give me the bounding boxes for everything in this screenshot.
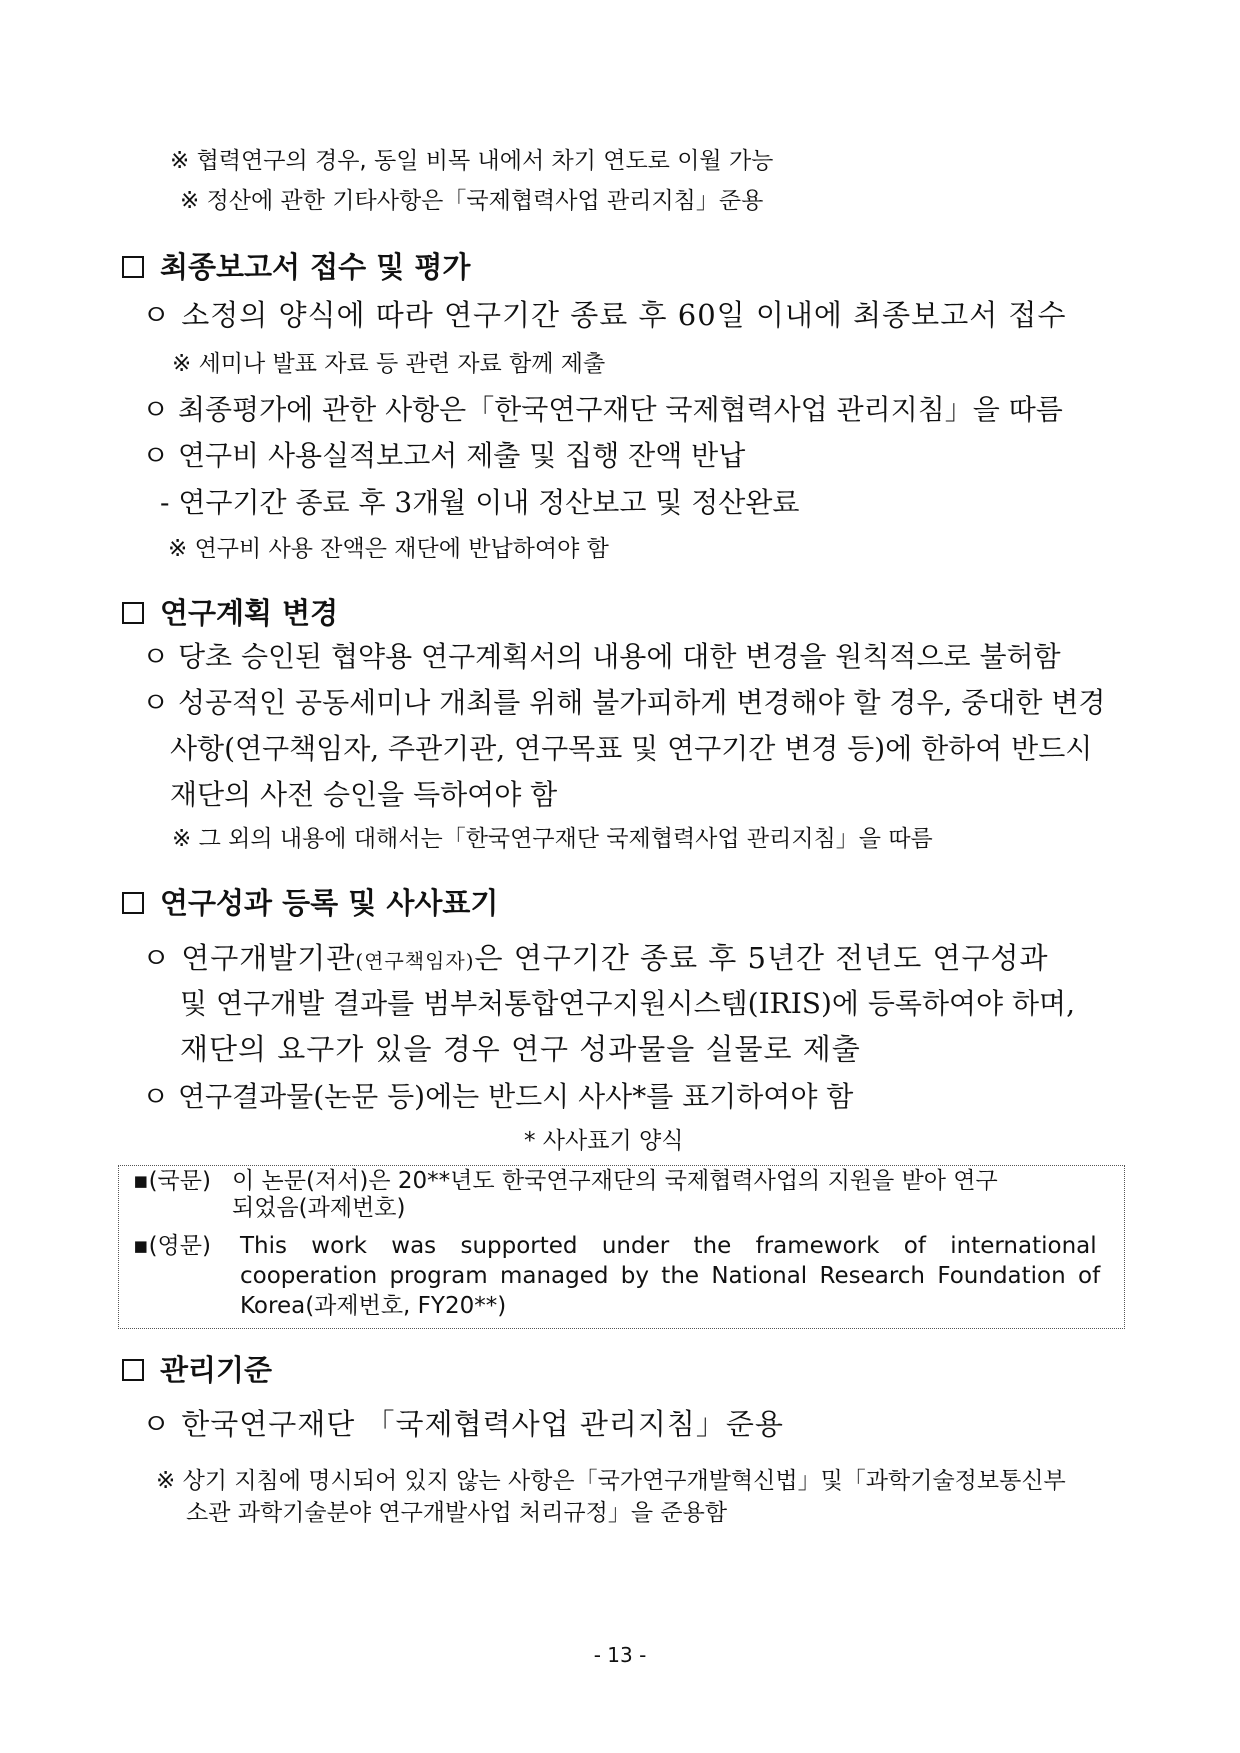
- list-item: ㅇ 한국연구재단 「국제협력사업 관리지침」준용: [142, 1407, 784, 1441]
- ack-english-line-3: Korea(과제번호, FY20**): [240, 1293, 507, 1319]
- ack-english-line-1: This work was supported under the framework of international: [240, 1233, 1097, 1259]
- list-item: ㅇ 연구비 사용실적보고서 제출 및 집행 잔액 반납: [142, 439, 746, 472]
- ack-english-label: ▪(영문): [133, 1233, 211, 1259]
- list-item-continuation: 재단의 요구가 있을 경우 연구 성과물을 실물로 제출: [180, 1032, 861, 1066]
- section-heading-management-standard: [122, 1353, 272, 1388]
- acknowledgement-title: * 사사표기 양식: [524, 1128, 684, 1154]
- management-note-line-1: ※ 상기 지침에 명시되어 있지 않는 사항은「국가연구개발혁신법」및「과학기술정보통신부: [156, 1468, 1066, 1494]
- checkbox-square-icon: [122, 892, 144, 914]
- checkbox-square-icon: [122, 602, 144, 624]
- list-item-small-text: (연구책임자): [355, 949, 475, 973]
- ack-korean-label: ▪(국문): [133, 1168, 211, 1194]
- note-carryover: ※ 협력연구의 경우, 동일 비목 내에서 차기 연도로 이월 가능: [170, 148, 774, 174]
- section-heading-text: 관리기준: [160, 1353, 273, 1387]
- list-item-note: ※ 연구비 사용 잔액은 재단에 반납하여야 함: [168, 536, 609, 562]
- list-item-continuation: 사항(연구책임자, 주관기관, 연구목표 및 연구기간 변경 등)에 한하여 반드시: [170, 732, 1093, 765]
- note-settlement: ※ 정산에 관한 기타사항은「국제협력사업 관리지침」준용: [180, 188, 764, 214]
- section-heading-text: 최종보고서 접수 및 평가: [160, 250, 471, 284]
- list-item: [142, 941, 1049, 976]
- list-item-continuation: 및 연구개발 결과를 범부처통합연구지원시스템(IRIS)에 등록하여야 하며,: [180, 987, 1075, 1020]
- page-number: - 13 -: [593, 1643, 647, 1667]
- section-heading-text: 연구성과 등록 및 사사표기: [160, 886, 499, 920]
- list-item: ㅇ 당초 승인된 협약용 연구계획서의 내용에 대한 변경을 원칙적으로 불허함: [142, 640, 1061, 673]
- ack-korean-line: [232, 1168, 1104, 1196]
- list-item: ㅇ 성공적인 공동세미나 개최를 위해 불가피하게 변경해야 할 경우, 중대한 변경: [142, 686, 1106, 719]
- list-item-continuation: 재단의 사전 승인을 득하여야 함: [170, 778, 558, 811]
- section-heading-research-output: [122, 886, 498, 921]
- ack-korean-text: 이 논문(저서)은 20**년도 한국연구재단의 국제협력사업의 지원을 받아 연구: [232, 1168, 998, 1194]
- ack-english-line-2: cooperation program managed by the National Research Foundation of: [240, 1263, 1101, 1289]
- list-item-text: 은 연구기간 종료 후 5년간 전년도 연구성과: [474, 941, 1049, 975]
- section-heading-text: 연구계획 변경: [160, 596, 339, 630]
- list-item: ㅇ 소정의 양식에 따라 연구기간 종료 후 60일 이내에 최종보고서 접수: [142, 298, 1067, 332]
- ack-korean-line-2: 되었음(과제번호): [232, 1195, 406, 1221]
- list-subitem: - 연구기간 종료 후 3개월 이내 정산보고 및 정산완료: [160, 486, 800, 519]
- list-item: ㅇ 최종평가에 관한 사항은「한국연구재단 국제협력사업 관리지침」을 따름: [142, 393, 1063, 426]
- management-note-line-2: 소관 과학기술분야 연구개발사업 처리규정」을 준용함: [186, 1500, 728, 1526]
- section-heading-final-report: [122, 250, 470, 285]
- checkbox-square-icon: [122, 1359, 144, 1381]
- checkbox-square-icon: [122, 256, 144, 278]
- list-item-text: ㅇ 연구개발기관: [142, 941, 356, 975]
- list-item-note: ※ 그 외의 내용에 대해서는「한국연구재단 국제협력사업 관리지침」을 따름: [172, 826, 933, 852]
- section-heading-plan-change: [122, 596, 338, 631]
- list-item-note: ※ 세미나 발표 자료 등 관련 자료 함께 제출: [172, 351, 606, 377]
- list-item: ㅇ 연구결과물(논문 등)에는 반드시 사사*를 표기하여야 함: [142, 1080, 854, 1113]
